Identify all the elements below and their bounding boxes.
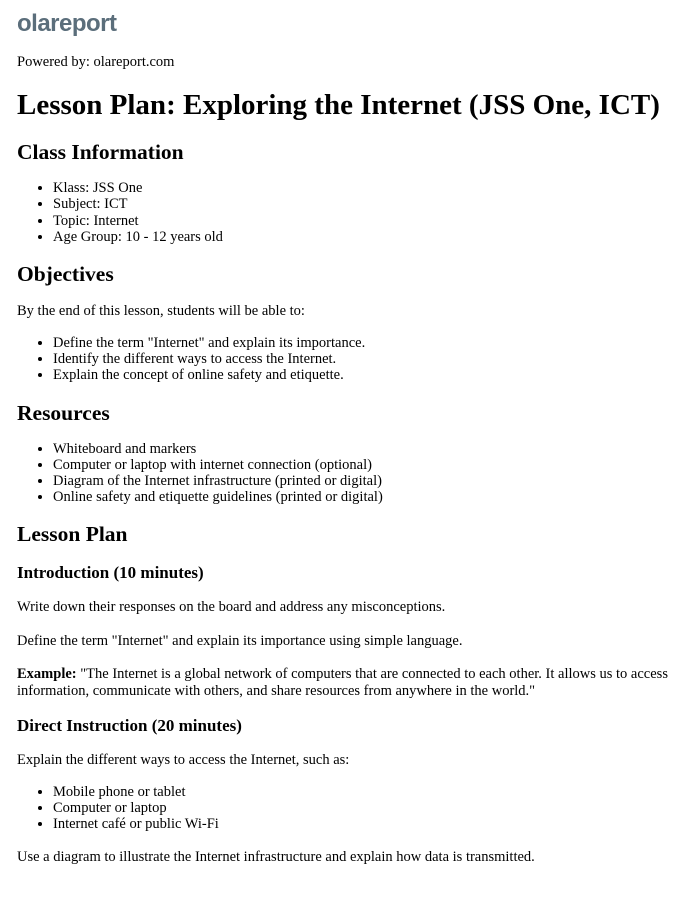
list-item: • Internet café or public Wi-Fi	[53, 816, 669, 832]
example-text: "The Internet is a global network of computers that are connected to each other. It allows us to access information, communicate with others, and share resources from anywhere in the world."	[17, 665, 668, 699]
objectives-intro: By the end of this lesson, students will be able to:	[17, 302, 305, 319]
page-title: Lesson Plan: Exploring the Internet (JSS One, ICT)	[17, 89, 660, 122]
list-item: • Klass: JSS One	[53, 180, 669, 196]
class-info-list	[17, 180, 669, 245]
lesson-plan-heading: Lesson Plan	[17, 522, 128, 547]
introduction-heading: Introduction (10 minutes)	[17, 563, 204, 583]
list-item: • Computer or laptop	[53, 800, 669, 816]
list-item: • Define the term "Internet" and explain its importance.	[53, 335, 669, 351]
direct-instruction-closing: Use a diagram to illustrate the Internet infrastructure and explain how data is transmitted.	[17, 848, 535, 865]
list-item: • Whiteboard and markers	[53, 441, 669, 457]
site-logo[interactable]: olareport	[17, 10, 117, 37]
list-item: • Explain the concept of online safety and etiquette.	[53, 367, 669, 383]
introduction-paragraph-2: Define the term "Internet" and explain its importance using simple language.	[17, 632, 463, 649]
direct-instruction-heading: Direct Instruction (20 minutes)	[17, 715, 242, 735]
list-item: • Mobile phone or tablet	[53, 784, 669, 800]
access-methods-list	[17, 784, 669, 833]
class-info-heading: Class Information	[17, 140, 184, 165]
objectives-list	[17, 335, 669, 384]
list-item: • Identify the different ways to access the Internet.	[53, 351, 669, 367]
list-item: • Topic: Internet	[53, 213, 669, 229]
list-item: • Age Group: 10 - 12 years old	[53, 229, 669, 245]
resources-list	[17, 441, 669, 506]
list-item: • Online safety and etiquette guidelines (printed or digital)	[53, 489, 669, 505]
list-item: • Computer or laptop with internet connection (optional)	[53, 457, 669, 473]
list-item: • Subject: ICT	[53, 196, 669, 212]
powered-by-text: Powered by: olareport.com	[17, 54, 175, 70]
list-item: • Diagram of the Internet infrastructure (printed or digital)	[53, 473, 669, 489]
objectives-heading: Objectives	[17, 261, 114, 286]
direct-instruction-intro: Explain the different ways to access the Internet, such as:	[17, 751, 350, 768]
example-label: Example:	[17, 665, 77, 682]
example-paragraph	[17, 666, 669, 700]
introduction-paragraph-1: Write down their responses on the board and address any misconceptions.	[17, 599, 446, 616]
resources-heading: Resources	[17, 400, 110, 425]
